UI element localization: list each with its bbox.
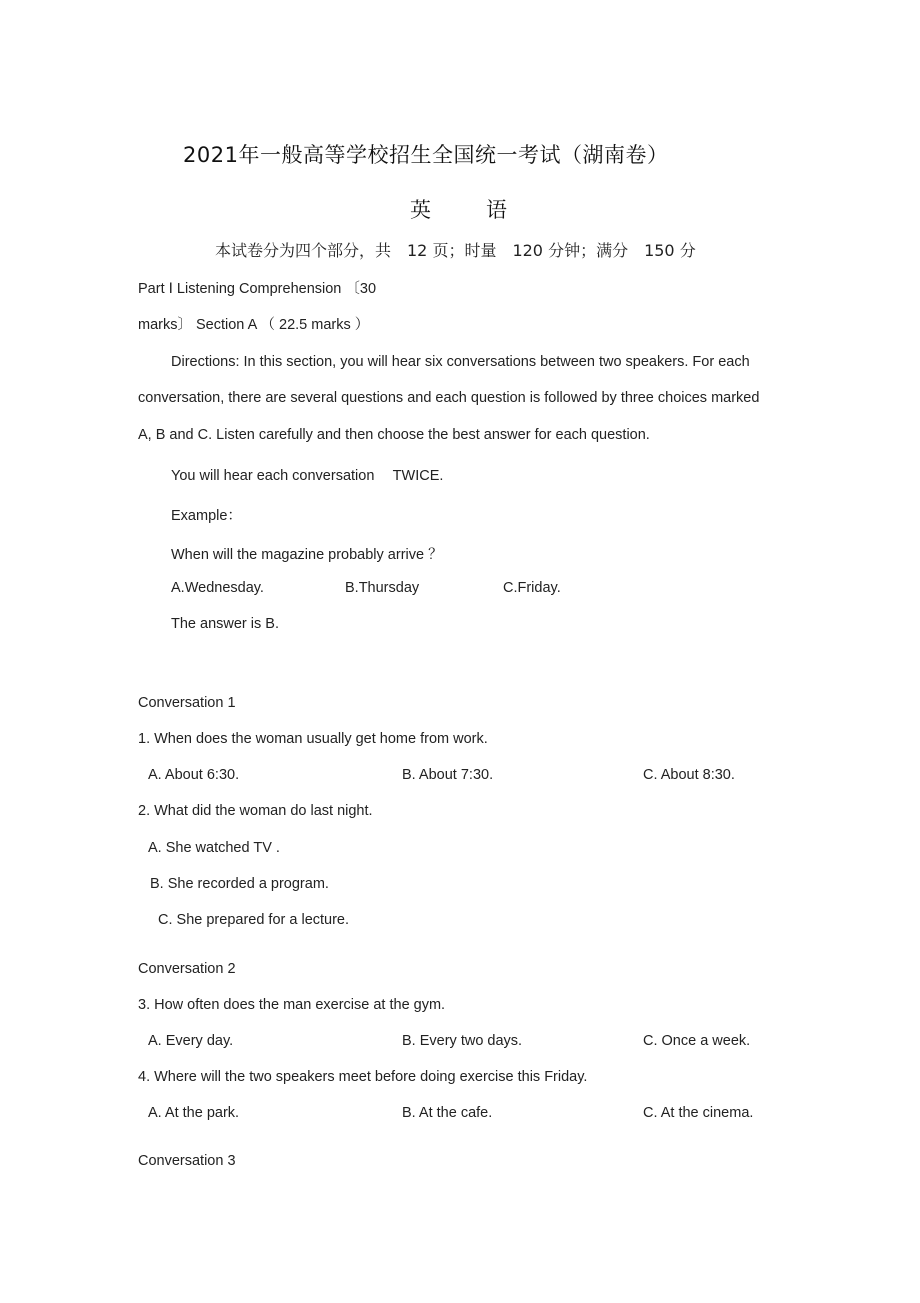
example-option-a: A.Wednesday. — [171, 580, 264, 596]
part-heading-line2: marks〕 Section A （ 22.5 marks ） — [138, 317, 370, 333]
question-3: 3. How often does the man exercise at the gym. — [138, 997, 446, 1013]
example-option-b: B.Thursday — [345, 580, 420, 596]
question-1-option-b: B. About 7:30. — [402, 767, 494, 783]
exam-info: 本试卷分为四个部分，共 12 页；时量 120 分钟；满分 150 分 — [215, 241, 696, 260]
question-4-option-c: C. At the cinema. — [643, 1105, 754, 1121]
directions-line3: A, B and C. Listen carefully and then choose the best answer for each question. — [138, 427, 650, 443]
directions-line2: conversation, there are several questions and each question is followed by three choices marked — [138, 390, 760, 406]
subject-char-2: 语 — [486, 198, 507, 222]
conversation-2-heading: Conversation 2 — [138, 961, 236, 977]
question-4: 4. Where will the two speakers meet before doing exercise this Friday. — [138, 1069, 588, 1085]
exam-title: 2021年一般高等学校招生全国统一考试（湖南卷） — [183, 143, 669, 167]
question-2: 2. What did the woman do last night. — [138, 803, 373, 819]
question-2-option-c: C. She prepared for a lecture. — [158, 912, 350, 928]
question-4-option-b: B. At the cafe. — [402, 1105, 493, 1121]
question-3-option-a: A. Every day. — [148, 1033, 234, 1049]
example-option-c: C.Friday. — [503, 580, 561, 596]
directions-twice: You will hear each conversation TWICE. — [171, 468, 444, 484]
question-1: 1. When does the woman usually get home from work. — [138, 731, 488, 747]
example-question: When will the magazine probably arrive ？ — [171, 547, 443, 563]
question-2-option-a: A. She watched TV . — [148, 840, 280, 856]
example-label: Example： — [171, 508, 242, 524]
question-3-option-c: C. Once a week. — [643, 1033, 751, 1049]
directions-line1: Directions: In this section, you will hear six conversations between two speakers. For each — [171, 354, 750, 370]
conversation-3-heading: Conversation 3 — [138, 1153, 236, 1169]
conversation-1-heading: Conversation 1 — [138, 695, 236, 711]
question-3-option-b: B. Every two days. — [402, 1033, 523, 1049]
question-4-option-a: A. At the park. — [148, 1105, 240, 1121]
question-2-option-b: B. She recorded a program. — [150, 876, 329, 892]
subject-char-1: 英 — [410, 198, 431, 222]
question-1-option-c: C. About 8:30. — [643, 767, 735, 783]
example-answer: The answer is B. — [171, 616, 279, 632]
question-1-option-a: A. About 6:30. — [148, 767, 240, 783]
part-heading-line1: Part Ⅰ Listening Comprehension 〔30 — [138, 281, 377, 297]
